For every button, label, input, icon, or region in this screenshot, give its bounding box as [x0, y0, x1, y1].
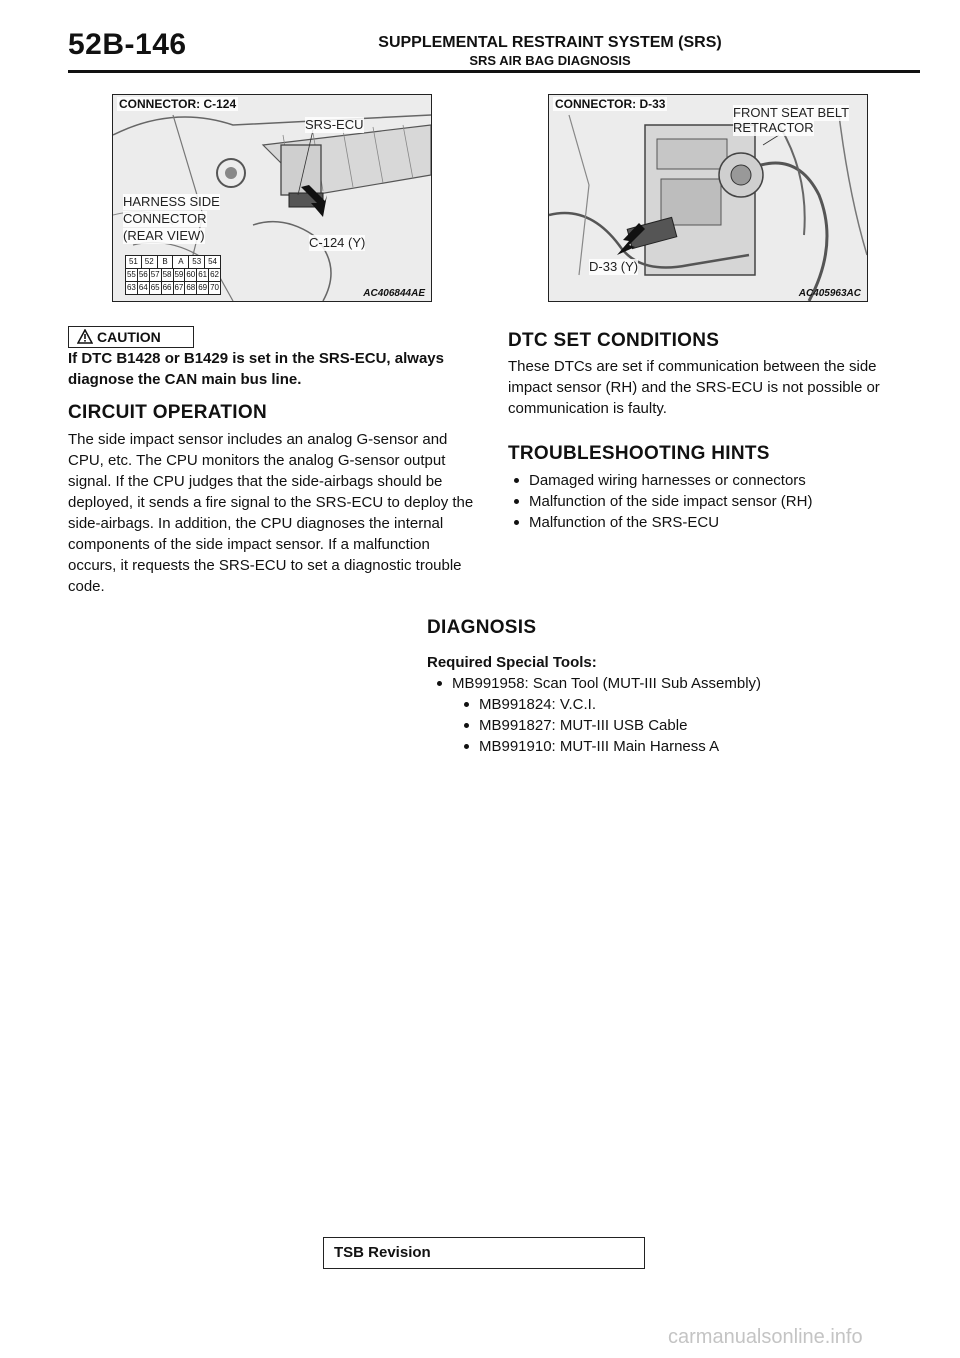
pin-cell: 61 [198, 270, 208, 279]
required-tools-label: Required Special Tools: [427, 654, 597, 671]
harness-label-line2: CONNECTOR [123, 211, 207, 226]
list-item: MB991910: MUT-III Main Harness A [460, 736, 910, 757]
tsb-revision-box [323, 1237, 645, 1269]
harness-label-line1: HARNESS SIDE [123, 194, 220, 209]
connector-c124-figure [112, 94, 432, 302]
connector-d33-figure [548, 94, 868, 302]
troubleshooting-hints-heading: TROUBLESHOOTING HINTS [508, 443, 770, 464]
pin-cell: 55 [126, 270, 136, 279]
pin-cell: A [172, 256, 188, 268]
pin-cell: 66 [162, 283, 172, 292]
connector-d33-label: CONNECTOR: D-33 [555, 97, 666, 111]
list-item: MB991958: Scan Tool (MUT-III Sub Assembly) [433, 673, 913, 694]
pin-cell: 51 [128, 257, 138, 266]
list-item: MB991824: V.C.I. [460, 694, 910, 715]
pin-row [126, 256, 220, 268]
retractor-label-line1: FRONT SEAT BELT [733, 105, 850, 120]
warning-triangle-icon [77, 329, 93, 344]
pin-cell: 62 [210, 270, 220, 279]
list-item: MB991827: MUT-III USB Cable [460, 715, 910, 736]
section-subtitle: SRS AIR BAG DIAGNOSIS [469, 53, 631, 68]
figure-id-left: AC406844AE [363, 288, 425, 299]
pin-cell: 63 [126, 283, 136, 292]
required-tools-sublist [460, 694, 910, 757]
pin-cell: 59 [174, 270, 184, 279]
pin-cell: 70 [210, 283, 220, 292]
list-item: Damaged wiring harnesses or connectors [510, 470, 910, 491]
figure-id-right: AC405963AC [798, 288, 861, 299]
pin-cell: 56 [138, 270, 148, 279]
connector-c124-code: C-124 (Y) [309, 235, 366, 250]
retractor-label-line2: RETRACTOR [733, 120, 814, 135]
pin-layout-diagram [125, 255, 221, 295]
srs-ecu-label: SRS-ECU [305, 117, 364, 132]
pin-cell: 52 [141, 256, 157, 268]
required-tools-list [433, 673, 913, 694]
dtc-set-conditions-heading: DTC SET CONDITIONS [508, 330, 720, 351]
header-rule [68, 70, 920, 73]
diagnosis-heading: DIAGNOSIS [427, 617, 537, 638]
pin-cell: 64 [138, 283, 148, 292]
pin-cell: 67 [174, 283, 184, 292]
circuit-operation-text: The side impact sensor includes an analog G-sensor and CPU, etc. The CPU monitors the analog G-sensor output signal. If the CPU judges that the side-airbags should be deployed, it sends a fire signal to the SRS-ECU to deploy the side-airbags. In addition, the CPU diagnoses the internal components of the side impact sensor. If a malfunction occurs, it requests the SRS-ECU to set a diagnostic trouble code. [68, 431, 474, 595]
list-item: Malfunction of the side impact sensor (RH) [510, 491, 910, 512]
connector-c124-label: CONNECTOR: C-124 [119, 97, 237, 111]
connector-d33-code: D-33 (Y) [589, 259, 639, 274]
pin-cell: 54 [204, 256, 220, 268]
pin-cell: 60 [186, 270, 196, 279]
pin-cell: 69 [198, 283, 208, 292]
caution-label-box [68, 326, 194, 348]
caution-label: CAUTION [97, 329, 161, 345]
pin-cell: 68 [186, 283, 196, 292]
dtc-set-conditions-text: These DTCs are set if communication between the side impact sensor (RH) and the SRS-ECU is not possible or communication is faulty. [508, 358, 880, 417]
circuit-operation-heading: CIRCUIT OPERATION [68, 402, 267, 423]
pin-cell: 58 [162, 270, 172, 279]
tsb-revision-label: TSB Revision [334, 1244, 431, 1261]
pin-cell: 53 [188, 256, 204, 268]
section-title: SUPPLEMENTAL RESTRAINT SYSTEM (SRS) [378, 34, 722, 51]
pin-cell: B [157, 256, 173, 268]
pin-row [126, 281, 220, 294]
troubleshooting-hints-list [510, 470, 910, 533]
list-item: Malfunction of the SRS-ECU [510, 512, 910, 533]
pin-grid [126, 256, 220, 294]
harness-label-line3: (REAR VIEW) [123, 228, 205, 243]
pin-row [126, 268, 220, 281]
pin-cell: 57 [150, 270, 160, 279]
watermark: carmanualsonline.info [668, 1326, 863, 1348]
caution-text: If DTC B1428 or B1429 is set in the SRS-ECU, always diagnose the CAN main bus line. [68, 350, 444, 388]
pin-cell: 65 [150, 283, 160, 292]
page-number: 52B-146 [68, 28, 187, 61]
